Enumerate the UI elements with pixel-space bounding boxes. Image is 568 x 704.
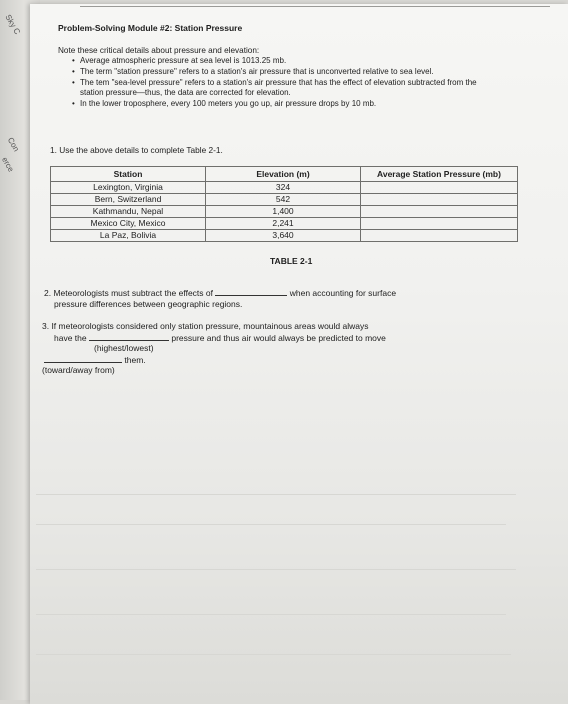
column-header: Average Station Pressure (mb) [361, 167, 518, 182]
critical-details-list [72, 56, 492, 110]
pressure-cell[interactable] [361, 182, 518, 194]
elevation-cell: 1,400 [206, 206, 361, 218]
question-3-text: pressure and thus air would always be predicted to move [171, 332, 386, 343]
pressure-cell[interactable] [361, 206, 518, 218]
question-3-hint: (toward/away from) [42, 365, 115, 375]
elevation-cell: 542 [206, 194, 361, 206]
question-3-text: them. [124, 354, 146, 365]
page-top-rule [80, 6, 550, 7]
column-header: Elevation (m) [206, 167, 361, 182]
list-item: • Average atmospheric pressure at sea level is 1013.25 mb. [72, 56, 492, 66]
worksheet-page [30, 4, 568, 704]
question-3-text: have the [54, 332, 87, 343]
station-cell: La Paz, Bolivia [51, 230, 206, 242]
table-row [51, 182, 518, 194]
table-row [51, 230, 518, 242]
table-row [51, 218, 518, 230]
question-3-hint: (highest/lowest) [94, 343, 154, 353]
question-3-text: 3. If meteorologists considered only station pressure, mountainous areas would always [42, 321, 369, 331]
station-cell: Lexington, Virginia [51, 182, 206, 194]
list-item: • The term "station pressure" refers to a station's air pressure that is unconverted relative to sea level. [72, 67, 492, 77]
table-row [51, 206, 518, 218]
table-caption: TABLE 2-1 [270, 256, 313, 266]
pressure-cell[interactable] [361, 194, 518, 206]
question-3-blank-2[interactable] [44, 354, 122, 363]
question-2-text: pressure differences between geographic regions. [54, 298, 243, 309]
station-pressure-table [50, 166, 518, 242]
station-cell: Kathmandu, Nepal [51, 206, 206, 218]
page-title: Problem-Solving Module #2: Station Pressure [58, 23, 243, 33]
question-2 [44, 287, 396, 309]
table-header-row [51, 167, 518, 182]
question-2-text: 2. Meteorologists must subtract the effects of [44, 288, 213, 298]
elevation-cell: 324 [206, 182, 361, 194]
bleed-through-line [36, 494, 516, 495]
side-tab: Sky C [3, 13, 22, 36]
side-tab: erce [0, 155, 16, 174]
bleed-through-line [36, 524, 506, 525]
bleed-through-line [36, 569, 516, 570]
pressure-cell[interactable] [361, 230, 518, 242]
question-2-text: when accounting for surface [289, 288, 397, 298]
bleed-through-line [36, 654, 511, 655]
elevation-cell: 3,640 [206, 230, 361, 242]
pressure-cell[interactable] [361, 218, 518, 230]
column-header: Station [51, 167, 206, 182]
question-3 [42, 321, 386, 376]
station-cell: Mexico City, Mexico [51, 218, 206, 230]
question-2-blank[interactable] [215, 287, 287, 296]
station-cell: Bern, Switzerland [51, 194, 206, 206]
table-row [51, 194, 518, 206]
elevation-cell: 2,241 [206, 218, 361, 230]
question-1: 1. Use the above details to complete Table 2-1. [50, 145, 223, 155]
question-3-blank-1[interactable] [89, 332, 169, 341]
list-item: • The tem "sea-level pressure" refers to a station's air pressure that has the effect of elevation subtracted from the station pressure—thus, the data are corrected for elevation. [72, 78, 492, 98]
side-tab: Con [5, 135, 21, 154]
note-intro: Note these critical details about pressure and elevation: [58, 46, 260, 55]
bleed-through-line [36, 614, 506, 615]
list-item: • In the lower troposphere, every 100 meters you go up, air pressure drops by 10 mb. [72, 99, 492, 109]
